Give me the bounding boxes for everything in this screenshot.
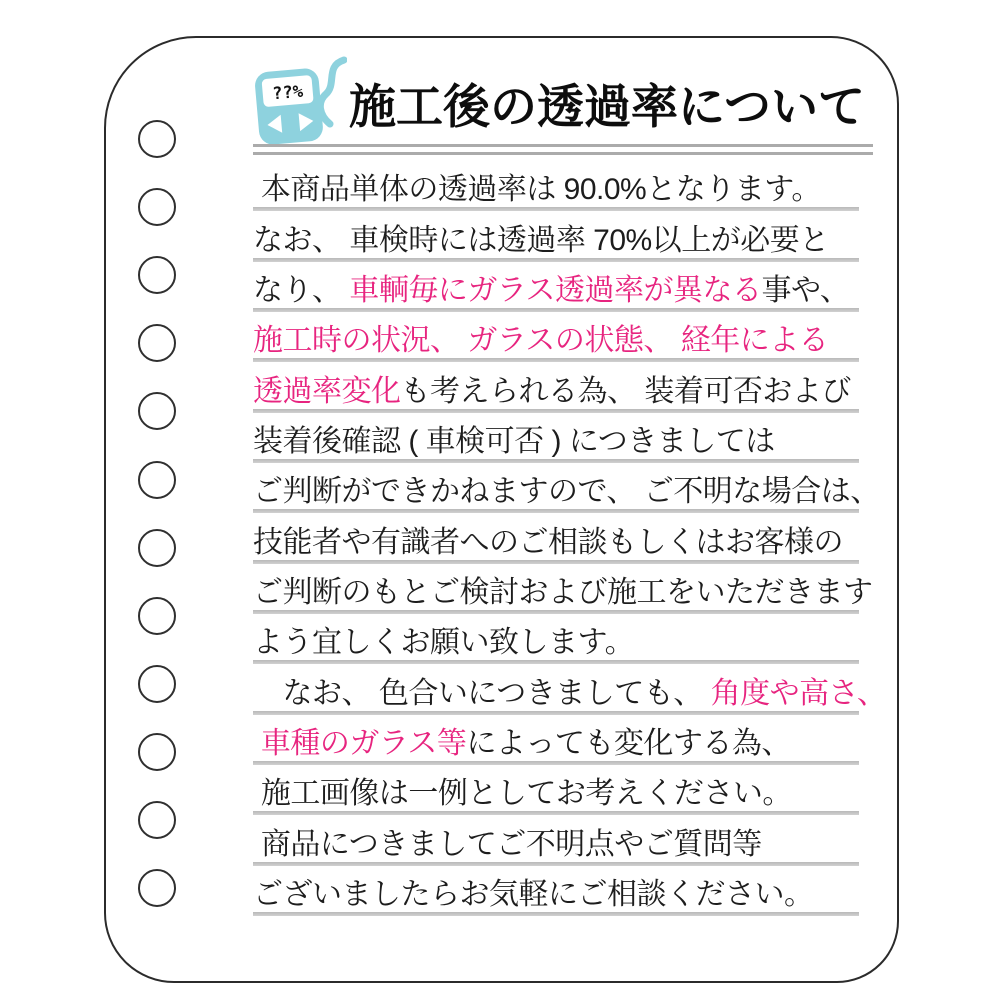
meter-body [254,67,324,145]
text-segment: ご判断ができかねますので、 ご不明な場合は、 [253,475,880,509]
binding-hole [138,461,176,499]
text-segment: も考えられる為、 装着可否および [400,374,851,408]
text-line [253,566,873,616]
text-line-content [253,880,814,910]
ruled-line [253,610,859,614]
text-segment: 車種のガラス等 [253,727,467,761]
text-line-content [253,729,791,759]
title-underline-top [253,144,873,147]
page-title: 施工後の透過率について [349,79,866,133]
binding-hole [138,801,176,839]
text-line [253,264,859,314]
text-segment: なお、 色合いにつきましても、 [253,676,711,710]
binding-hole [138,733,176,771]
text-line [253,314,859,364]
text-segment: 事や、 [761,274,850,308]
text-line [253,666,887,716]
text-line [253,213,859,263]
text-segment: 本商品単体の透過率は 90.0%となります。 [253,173,821,207]
ruled-line [253,862,859,866]
binding-hole [138,869,176,907]
header [247,52,865,148]
title-underline [253,144,873,160]
meter-screen-text: ??% [271,81,304,105]
text-segment: 透過率変化 [253,374,401,408]
text-segment: よう宜しくお願い致します。 [253,626,635,660]
text-segment: なり、 [253,274,350,308]
text-segment: 装着後確認 ( 車検可否 ) につきましては [253,425,775,459]
ruled-line [253,912,859,916]
ruled-line [253,409,859,413]
ruled-line [253,761,859,765]
ruled-line [253,811,859,815]
text-segment: 商品につきましてご不明点やご質問等 [253,827,762,861]
text-line [253,868,859,918]
title-underline-bottom [253,152,873,155]
text-line [253,364,859,414]
text-line-content [253,175,821,205]
text-segment: ございましたらお気軽にご相談ください。 [253,878,814,912]
text-line-content [253,628,634,658]
text-line-content [253,374,851,408]
text-line [253,163,859,213]
binding-hole [138,529,176,567]
text-line [253,415,859,465]
body-text [253,163,887,918]
text-segment: 施工画像は一例としてお考えください。 [253,777,792,811]
text-segment: ご判断のもとご検討および施工をいただきます [253,576,873,610]
text-segment: 施工時の状況、 ガラスの状態、 経年による [253,324,829,358]
text-line-content [253,477,880,507]
text-line [253,616,859,666]
text-line-content [253,525,843,559]
binding-hole [138,188,176,226]
ruled-line [253,358,859,362]
text-line [253,465,880,515]
ruled-line [253,560,859,564]
text-segment: 車輌毎にガラス透過率が異なる [349,274,762,308]
text-line [253,767,859,817]
text-segment: 角度や高さ、 [710,676,887,710]
binding-hole [138,120,176,158]
binding-hole [138,665,176,703]
text-line [253,817,859,867]
binding-hole [138,256,176,294]
text-line-content [253,578,873,608]
text-line-content [253,779,792,809]
text-line [253,717,859,767]
ruled-line [253,711,859,715]
ruled-line [253,660,859,664]
text-line-content [253,427,775,457]
text-segment: 技能者や有識者へのご相談もしくはお客様の [253,525,843,559]
text-line [253,515,859,565]
text-segment: によっても変化する為、 [466,727,791,761]
ruled-line [253,509,859,513]
swoosh-icon [320,60,344,124]
ruled-line [253,258,859,262]
text-line-content [253,276,849,306]
transmittance-meter-icon [247,52,347,148]
text-segment: なお、 車検時には透過率 70%以上が必要と [253,223,829,257]
binding-hole [138,597,176,635]
ruled-line [253,308,859,312]
ruled-line [253,459,859,463]
text-line-content [253,676,887,710]
ruled-line [253,207,859,211]
text-line-content [253,326,828,356]
text-line-content [253,223,829,257]
text-line-content [253,827,762,861]
